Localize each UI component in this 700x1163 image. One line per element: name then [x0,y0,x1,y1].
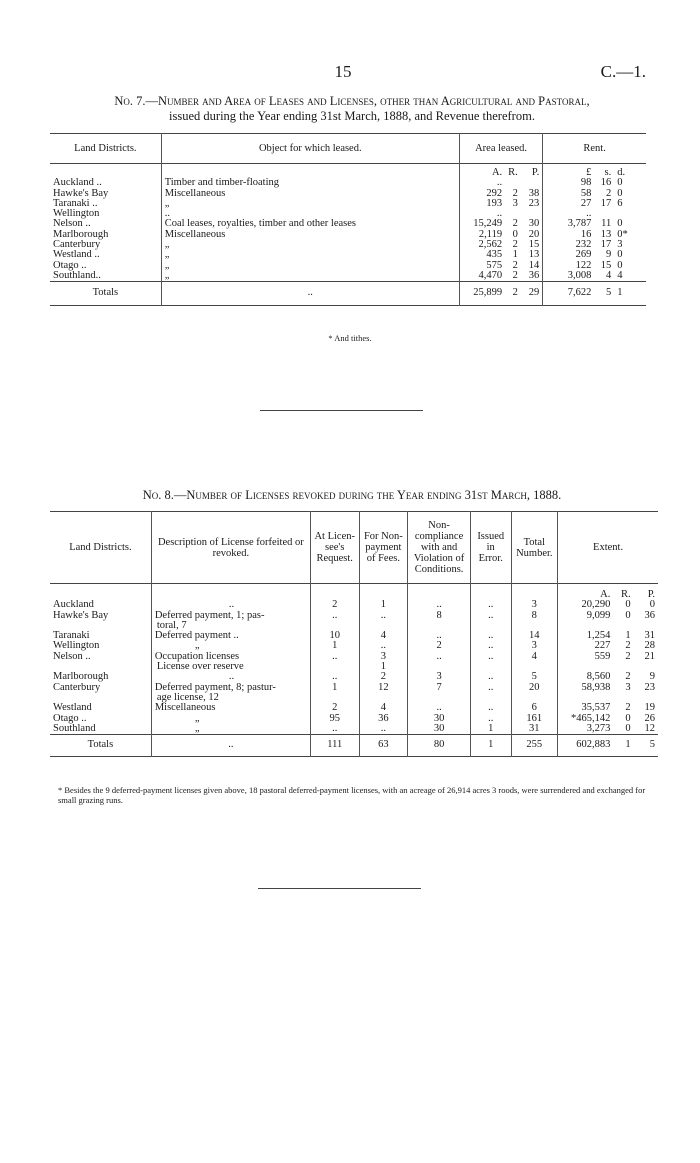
table8-acres-cell: 8,560 [558,672,614,682]
table7-totals-pence: 1 [617,287,623,299]
table8-acres-cell: 3,273 [558,724,614,735]
table8-description-line1: .. [228,599,235,611]
table-row [50,219,646,229]
table-row [50,271,646,282]
table7-pounds-cell: 3,008 [543,271,595,282]
table8-nonpayment-cell [359,683,408,704]
table8-units-blank [151,584,310,601]
table8-error-cell: .. [470,672,511,682]
table7-district-cell: Nelson .. [53,218,91,230]
table7-roods-cell: 2 [512,187,518,199]
table7-shillings-cell: 17 [600,197,612,209]
table8-total-cell: 5 [511,672,558,682]
table7-perches-cell: 36 [528,269,540,281]
section-divider-2 [258,888,421,889]
table8-totals-acres: 602,883 [558,735,614,757]
table7-shillings-cell: 17 [600,239,612,251]
table8-units-row [50,584,658,601]
table8-total-cell: 161 [511,714,558,724]
table8-error-cell: .. [470,600,511,610]
table7 [50,133,646,306]
table8-nonpayment-value: .. [380,640,386,652]
table7-pence-cell: 0 [617,249,623,261]
table-row [50,250,646,260]
table7-district-cell: Wellington [53,208,100,220]
table8-error-cell: .. [470,652,511,673]
table8-perches-cell: 12 [644,722,655,734]
table8-request-cell: 2 [310,600,359,610]
table7-district-cell: Westland .. [53,249,100,261]
table8-error-cell: .. [470,641,511,651]
table7-units-district [50,164,161,179]
table8-total-cell: 3 [511,641,558,651]
table8-district-cell: Marlborough [53,671,109,683]
table7-footnote: * And tithes. [328,333,372,343]
table8-roods-cell: 2 [625,671,631,683]
table8-district-cell: Westland [53,702,92,714]
table7-title [52,94,652,124]
table-row [50,652,658,673]
table7-acres-cell: 575 [459,261,505,271]
table8-totals-roods: 1 [625,739,631,751]
table7-district-cell: Southland.. [53,269,101,281]
table7-acres-cell: 2,119 [459,230,505,240]
table7-shillings-cell: 4 [605,269,612,281]
table7-object-cell: Miscellaneous [161,189,459,199]
table7-roods-cell: 2 [512,269,518,281]
table7-district-cell: Canterbury [53,239,101,251]
table8-request-cell: 10 [310,631,359,641]
table7-object-cell: Coal leases, royalties, timber and other leases [161,219,459,229]
table7-pounds-cell: .. [543,209,595,219]
table7-object-cell: „ [161,199,459,209]
table8-description-cell [151,652,310,673]
table7-totals-label: Totals [92,287,119,299]
table8-district-cell: Wellington [53,640,100,652]
table8-request-cell: .. [310,652,359,673]
table7-roods-cell: 2 [512,259,518,271]
table8-total-cell: 4 [511,652,558,673]
table8-totals-error: 1 [470,735,511,757]
table8-totals-total: 255 [511,735,558,757]
table8-district-cell: Taranaki [53,630,90,642]
table8-nonpayment-value: .. [380,609,386,621]
table7-header-rent: Rent. [543,134,646,164]
table7-totals-roods: 2 [512,287,518,299]
table8-header-nonpayment: For Non-payment of Fees. [359,512,408,584]
table7-totals-shillings: 5 [605,287,612,299]
table7-roods-cell: 2 [512,239,518,251]
table8-roods-cell: 2 [625,640,631,652]
table8-totals-request: 111 [310,735,359,757]
table8-totals-label: Totals [87,739,114,751]
table7-acres-cell: 435 [459,250,505,260]
table7-header-area: Area leased. [459,134,542,164]
table7-acres-cell: 292 [459,189,505,199]
table8-perches-cell: 36 [644,609,655,621]
table8-unit-acres: A. [558,584,614,601]
table8-header-request: At Licen-see's Request. [310,512,359,584]
table7-object-cell: „ [161,240,459,250]
table7-shillings-cell: 9 [605,249,612,261]
table7-object-cell: Miscellaneous [161,230,459,240]
table8-perches-cell: 21 [644,650,655,662]
table8-description-line1: .. [228,671,235,683]
table7-pence-cell: 0 [617,187,623,199]
table8-description-line2: toral, 7 [156,619,187,631]
table-row [50,641,658,651]
table7-district-cell: Hawke's Bay [53,187,109,199]
table8-noncompliance-cell: .. [408,631,471,641]
table7-shillings-cell: 15 [600,259,612,271]
table7-unit-perches: P. [531,167,540,178]
table7-object-cell: „ [161,271,459,282]
table-row [50,189,646,199]
table7-shillings-cell: 2 [605,187,612,199]
table8-acres-cell: *465,142 [558,714,614,724]
table7-acres-cell: 2,562 [459,240,505,250]
table8-footnote: * Besides the 9 deferred-payment licenses given above, 18 pastoral deferred-payment licenses, with an acreage of 26,914 acres 3 roods, were surrendered and exchanged for small grazing runs. [58,785,646,805]
table8-description-line1: „ [194,722,200,734]
table8-district-cell: Nelson .. [53,650,91,662]
table-row [50,178,646,188]
table8-header-row [50,512,658,584]
table7-units-object [161,164,459,179]
table8-nonpayment-value-2: 1 [380,661,386,673]
table7-pence-cell: 0 [617,218,623,230]
table8-district-cell: Otago .. [53,712,87,724]
table8-district-cell: Southland [53,722,96,734]
table8-description-cell [151,703,310,713]
table7-perches-cell: 38 [528,187,540,199]
table-row [50,714,658,724]
table8-description-cell [151,714,310,724]
table8-totals-nonpayment: 63 [359,735,408,757]
table8-total-cell: 3 [511,600,558,610]
table7-header-district: Land Districts. [74,143,137,154]
table7-pounds-cell: 232 [543,240,595,250]
table8-error-cell: 1 [470,724,511,735]
table8-perches-cell: 23 [644,681,655,693]
page-reference: C.—1. [600,62,646,81]
table8-request-cell: 2 [310,703,359,713]
table7-unit-pence: d. [617,167,626,178]
table8-nonpayment-value: 36 [378,712,389,724]
table8-nonpayment-cell [359,611,408,632]
table8-units-blank [359,584,408,601]
table7-totals-pounds: 7,622 [543,282,595,306]
table7-pence-cell: 3 [617,239,623,251]
table-row [50,600,658,610]
table-row [50,199,646,209]
table-row [50,683,658,704]
table7-shillings-cell: 16 [600,177,612,189]
table7-header-row [50,134,646,164]
table8-description-cell [151,724,310,735]
table7-perches-cell: 13 [528,249,540,261]
table8-description-cell [151,683,310,704]
table8-district-cell: Auckland [53,599,94,611]
table7-roods-cell: 2 [512,218,518,230]
table8-totals-description: .. [151,735,310,757]
table8-nonpayment-cell [359,724,408,735]
table7-pence-cell: 6 [617,197,623,209]
table8-error-cell: .. [470,611,511,632]
table8-description-line1: „ [194,640,200,652]
table7-object-cell: Timber and timber-floating [161,178,459,188]
table8-district-cell: Hawke's Bay [53,609,109,621]
table7-pence-cell: 0* [617,228,628,240]
table7-totals-perches: 29 [528,287,540,299]
table8-roods-cell: 0 [625,599,631,611]
table8-description-line2: License over reserve [156,661,244,673]
table8-total-cell: 31 [511,724,558,735]
table8-header-extent: Extent. [558,512,658,584]
table-row [50,724,658,735]
table7-units-row [50,164,646,179]
table7-acres-cell: .. [459,209,505,219]
table8-request-cell: .. [310,724,359,735]
table8-roods-cell: 3 [625,681,631,693]
table8-description-line1: Occupation licenses [154,650,240,662]
table8-header-error: Issued in Error. [470,512,511,584]
table7-unit-shillings: s. [604,167,612,178]
table8-nonpayment-value: .. [380,722,386,734]
table7-shillings-cell: 13 [600,228,612,240]
table8-header-district: Land Districts. [69,542,132,553]
table7-roods-cell: 0 [512,228,518,240]
table7-object-cell: .. [161,209,459,219]
table8-acres-cell: 227 [558,641,614,651]
table7-pounds-cell: 269 [543,250,595,260]
table8-request-cell: .. [310,672,359,682]
table8-header-description: Description of License forfeited or revoked. [151,512,310,584]
table8-district-cell: Canterbury [53,681,101,693]
table8-noncompliance-cell: 8 [408,611,471,632]
table7-pence-cell: 0 [617,177,623,189]
table8-nonpayment-value: 1 [380,599,386,611]
table8-nonpayment-value: 2 [380,671,386,683]
table7-totals-acres: 25,899 [459,282,505,306]
table8-totals-noncompliance: 80 [408,735,471,757]
table7-object-cell: „ [161,250,459,260]
table8-description-line2: age license, 12 [156,691,219,703]
table7-district-cell: Otago .. [53,259,87,271]
table8-acres-cell: 58,938 [558,683,614,704]
table8-roods-cell: 2 [625,650,631,662]
table7-title-line2: issued during the Year ending 31st March, 1888, and Revenue therefrom. [169,109,535,123]
table8-acres-cell: 1,254 [558,631,614,641]
table8-roods-cell: 0 [625,722,631,734]
table8-units-blank [408,584,471,601]
table8-description-cell [151,611,310,632]
table7-pounds-cell: 3,787 [543,219,595,229]
table8-roods-cell: 1 [625,630,631,642]
table7-pounds-cell: 27 [543,199,595,209]
table8-unit-perches: P. [647,589,655,600]
table8-header-noncompliance: Non-compliance with and Violation of Conditions. [408,512,471,584]
table8-noncompliance-cell: 2 [408,641,471,651]
table8-acres-cell: 559 [558,652,614,673]
table7-acres-cell: 4,470 [459,271,505,282]
table7-roods-cell: 1 [512,249,518,261]
table7-header-object: Object for which leased. [161,134,459,164]
table8-description-line1: Deferred payment, 8; pastur- [154,681,276,693]
table7-shillings-cell: 11 [601,218,612,230]
table8-acres-cell: 9,099 [558,611,614,632]
table8-noncompliance-cell: 3 [408,672,471,682]
table8-nonpayment-value: 3 [380,650,386,662]
table-row [50,672,658,682]
table8-perches-cell: 19 [644,702,655,714]
table7-perches-cell: 23 [528,197,540,209]
table8-total-cell: 14 [511,631,558,641]
table8-error-cell: .. [470,631,511,641]
table8-description-line1: Deferred payment .. [154,630,239,642]
table7-district-cell: Marlborough [53,228,109,240]
table8-request-cell: .. [310,611,359,632]
table8-units-blank [310,584,359,601]
table7-title-line1: No. 7.—Number and Area of Leases and Licenses, other than Agricultural and Pastoral, [114,94,590,108]
table8-unit-roods: R. [620,589,631,600]
table7-object-cell: „ [161,261,459,271]
table8-error-cell: .. [470,714,511,724]
table8-totals-row [50,735,658,757]
table8-request-cell: 1 [310,683,359,704]
table7-acres-cell: 15,249 [459,219,505,229]
table7-totals-object: .. [161,282,459,306]
table8-nonpayment-value: 4 [380,630,386,642]
table8-noncompliance-cell: 30 [408,724,471,735]
table8-error-cell: .. [470,703,511,713]
table-row [50,703,658,713]
table8-description-line1: Miscellaneous [154,702,216,714]
table8-nonpayment-cell [359,652,408,673]
table8-description-line1: Deferred payment, 1; pas- [154,609,265,621]
table7-perches-cell: 14 [528,259,540,271]
table8-request-cell: 1 [310,641,359,651]
table8-perches-cell: 28 [644,640,655,652]
table-row [50,261,646,271]
table8-units-district [50,584,151,601]
table8-request-cell: 95 [310,714,359,724]
table8-acres-cell: 35,537 [558,703,614,713]
table8-units-blank [511,584,558,601]
table8-noncompliance-cell: .. [408,600,471,610]
table8-nonpayment-value: 12 [378,681,389,693]
table8-acres-cell: 20,290 [558,600,614,610]
table7-roods-cell: 3 [512,197,518,209]
table8 [50,511,658,757]
table-row [50,240,646,250]
table7-pounds-cell: 122 [543,261,595,271]
table8-perches-cell: 0 [649,599,655,611]
table7-perches-cell: 30 [528,218,540,230]
table7-acres-cell: .. [459,178,505,188]
table8-noncompliance-cell: .. [408,703,471,713]
table8-units-blank [470,584,511,601]
table7-pence-cell: 4 [617,269,623,281]
table7-perches-cell: 15 [528,239,540,251]
table7-district-cell: Taranaki .. [53,197,98,209]
table8-perches-cell: 26 [644,712,655,724]
table7-pounds-cell: 98 [543,178,595,188]
table-row [50,631,658,641]
table8-noncompliance-cell: 30 [408,714,471,724]
table8-noncompliance-cell: .. [408,652,471,673]
table-row [50,230,646,240]
table8-title: No. 8.—Number of Licenses revoked during the Year ending 31st March, 1888. [142,488,562,502]
table7-unit-roods: R. [508,167,518,178]
table8-noncompliance-cell: 7 [408,683,471,704]
table8-total-cell: 20 [511,683,558,704]
table8-perches-cell: 9 [649,671,655,683]
table8-total-cell: 8 [511,611,558,632]
table8-header-total: Total Number. [511,512,558,584]
table8-roods-cell: 2 [625,702,631,714]
table7-totals-row [50,282,646,306]
table7-unit-acres: A. [459,164,505,179]
table7-pounds-cell: 16 [543,230,595,240]
table8-total-cell: 6 [511,703,558,713]
table8-nonpayment-value: 4 [380,702,386,714]
table8-totals-perches: 5 [649,739,655,751]
section-divider-1 [260,410,423,411]
table7-pence-cell: 0 [617,259,623,271]
table7-perches-cell: 20 [528,228,540,240]
table7-district-cell: Auckland .. [53,177,102,189]
table8-roods-cell: 0 [625,712,631,724]
table7-acres-cell: 193 [459,199,505,209]
page-number: 15 [334,62,352,81]
table8-perches-cell: 31 [644,630,655,642]
table7-unit-pounds: £ [543,164,595,179]
table7-pounds-cell: 58 [543,189,595,199]
table8-roods-cell: 0 [625,609,631,621]
table8-description-line1: „ [194,712,200,724]
table8-error-cell: .. [470,683,511,704]
table8-description-cell [151,631,310,641]
table-row [50,611,658,632]
